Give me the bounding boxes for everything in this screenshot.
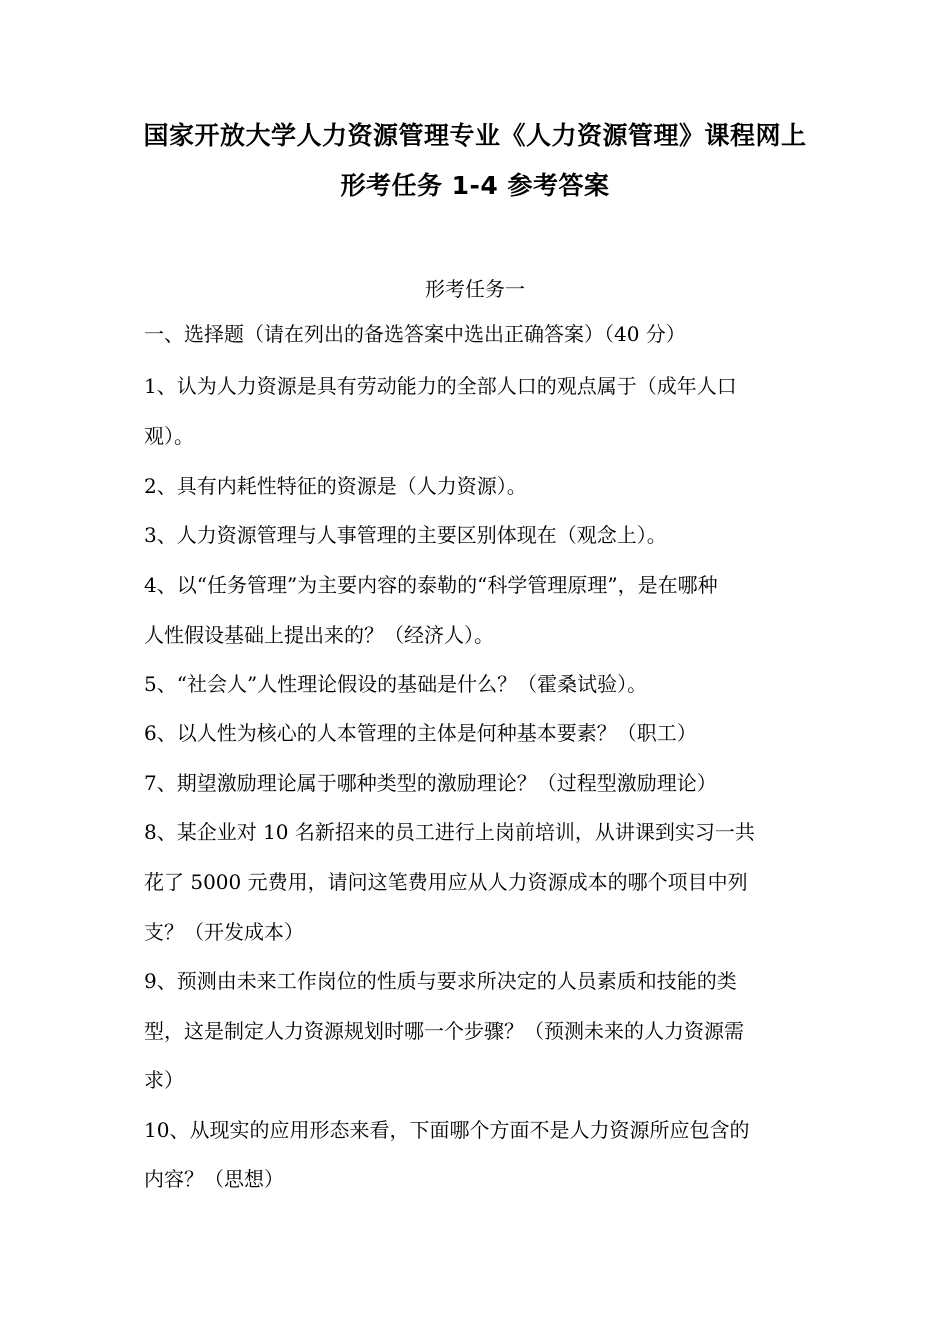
question-2-line-1: 2、具有内耗性特征的资源是（人力资源）。 xyxy=(144,474,527,498)
question-8-line-2: 花了 5000 元费用，请问这笔费用应从人力资源成本的哪个项目中列 xyxy=(144,870,748,894)
question-3-line-1: 3、人力资源管理与人事管理的主要区别体现在（观念上）。 xyxy=(144,523,667,547)
question-7-line-1: 7、期望激励理论属于哪种类型的激励理论？（过程型激励理论） xyxy=(144,771,717,795)
document-title-line-2: 形考任务 1-4 参考答案 xyxy=(340,171,610,200)
question-9-line-1: 9、预测由未来工作岗位的性质与要求所决定的人员素质和技能的类 xyxy=(144,969,737,993)
question-9-line-3: 求） xyxy=(144,1068,184,1092)
question-10-line-2: 内容？（思想） xyxy=(144,1167,284,1191)
question-8-line-1: 8、某企业对 10 名新招来的员工进行上岗前培训，从讲课到实习一共 xyxy=(144,820,755,844)
question-1-line-2: 观）。 xyxy=(144,424,194,448)
question-10-line-1: 10、从现实的应用形态来看，下面哪个方面不是人力资源所应包含的 xyxy=(144,1118,750,1142)
question-5-line-1: 5、“社会人”人性理论假设的基础是什么？（霍桑试验）。 xyxy=(144,672,648,696)
question-9-line-2: 型，这是制定人力资源规划时哪一个步骤？（预测未来的人力资源需 xyxy=(144,1019,744,1043)
question-4-line-2: 人性假设基础上提出来的？（经济人）。 xyxy=(144,623,494,647)
question-4-line-1: 4、以“任务管理”为主要内容的泰勒的“科学管理原理”，是在哪种 xyxy=(144,573,718,597)
question-1-line-1: 1、认为人力资源是具有劳动能力的全部人口的观点属于（成年人口 xyxy=(144,374,737,398)
question-8-line-3: 支？（开发成本） xyxy=(144,920,304,944)
part-heading: 一、选择题（请在列出的备选答案中选出正确答案）（40 分） xyxy=(144,322,686,346)
document-title-line-1: 国家开放大学人力资源管理专业《人力资源管理》课程网上 xyxy=(143,121,807,150)
section-title: 形考任务一 xyxy=(425,277,525,301)
question-6-line-1: 6、以人性为核心的人本管理的主体是何种基本要素？（职工） xyxy=(144,721,697,745)
